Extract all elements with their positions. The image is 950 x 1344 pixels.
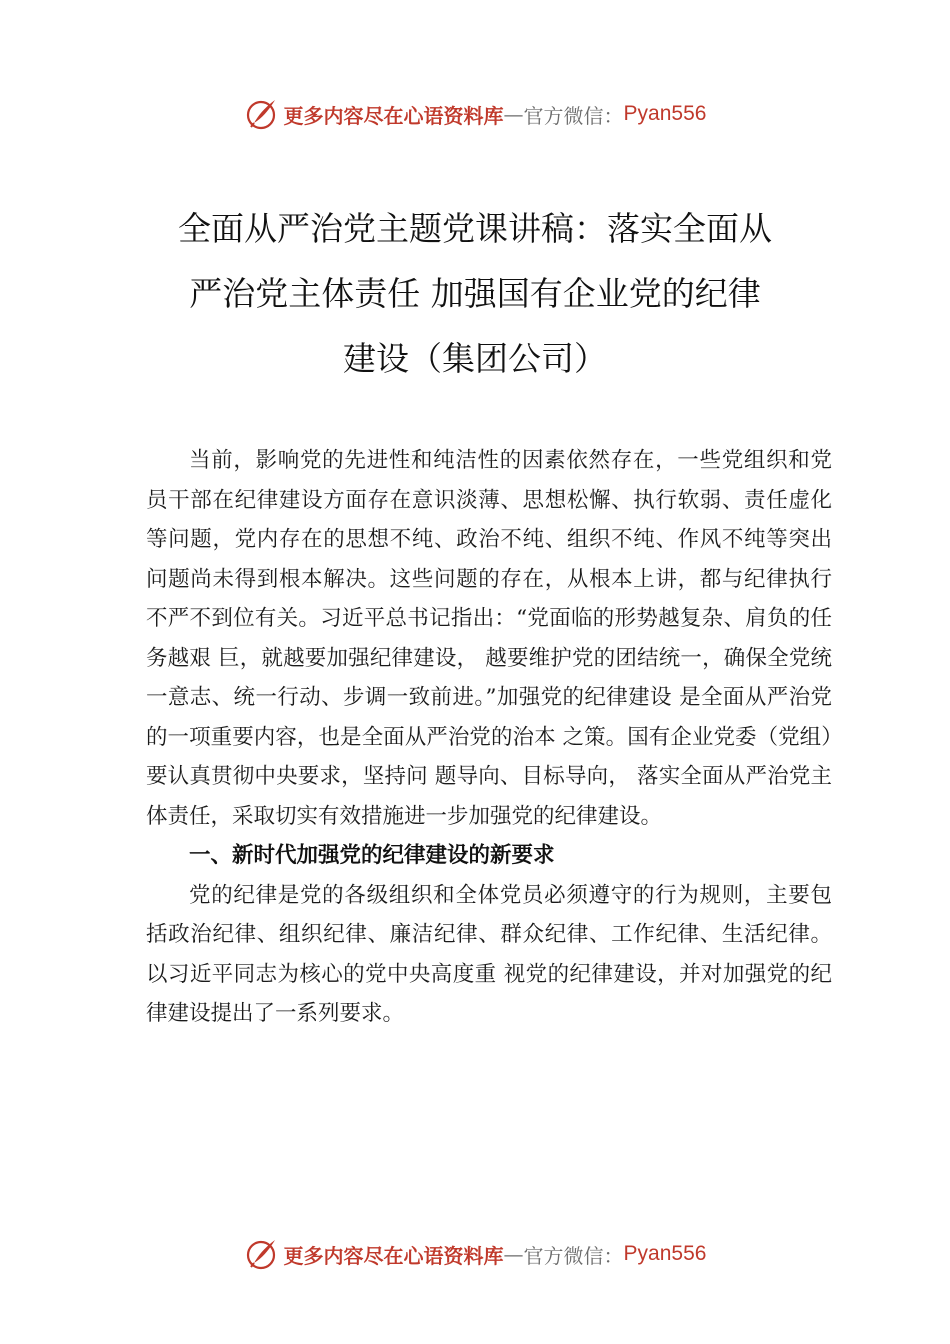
watermark-wechat-id: Pyan556 — [623, 1242, 707, 1265]
watermark-label: 官方微信： — [523, 1243, 624, 1268]
document-body — [146, 441, 832, 1034]
paragraph-section-1: 党的纪律是党的各级组织和全体党员必须遵守的行为规则，主要包括政治纪律、组织纪律、廉洁纪律、群众纪律、工作纪律、生活纪律。以习近平同志为核心的党中央高度重 视党的纪律建设，并对加强党的纪律建设提出了一系列要求。 — [146, 882, 832, 1026]
watermark-brand: 更多内容尽在心语资料库 — [283, 103, 504, 128]
quill-logo-icon — [244, 1236, 280, 1272]
title-line-2: 严治党主体责任 加强国有企业党的纪律 — [189, 274, 761, 313]
watermark-brand: 更多内容尽在心语资料库 — [283, 1243, 504, 1268]
watermark-separator: — — [503, 1242, 524, 1266]
watermark-separator: — — [503, 102, 524, 126]
header-watermark — [0, 94, 950, 134]
title-line-1: 全面从严治党主题党课讲稿：落实全面从 — [178, 209, 772, 248]
paragraph-intro: 当前，影响党的先进性和纯洁性的因素依然存在，一些党组织和党员干部在纪律建设方面存在意识淡薄、思想松懈、执行软弱、责任虚化等问题，党内存在的思想不纯、政治不纯、组织不纯、作风不纯等突出问题尚未得到根本解决。这些问题的存在，从根本上讲，都与纪律执行不严不到位有关。习近平总书记指出：“党面临的形势越复杂、肩负的任务越艰 巨，就越要加强纪律建设， 越要维护党的团结统一，确保全党统一意志、统一行动、步调一致前进。”加强党的纪律建设 是全面从严治党的一项重要内容，也是全面从严治党的治本 之策。国有企业党委（党组）要认真贯彻中央要求，坚持问 题导向、目标导向， 落实全面从严治党主体责任，采取切实有效措施进一步加强党的纪律建设。 — [146, 448, 832, 829]
quill-logo-icon — [244, 96, 280, 132]
section-heading-1: 一、新时代加强党的纪律建设的新要求 — [189, 843, 555, 868]
watermark-label: 官方微信： — [523, 103, 624, 128]
watermark-wechat-id: Pyan556 — [623, 102, 707, 125]
title-line-3: 建设（集团公司） — [343, 339, 607, 378]
footer-watermark — [0, 1234, 950, 1274]
document-title — [148, 196, 802, 391]
